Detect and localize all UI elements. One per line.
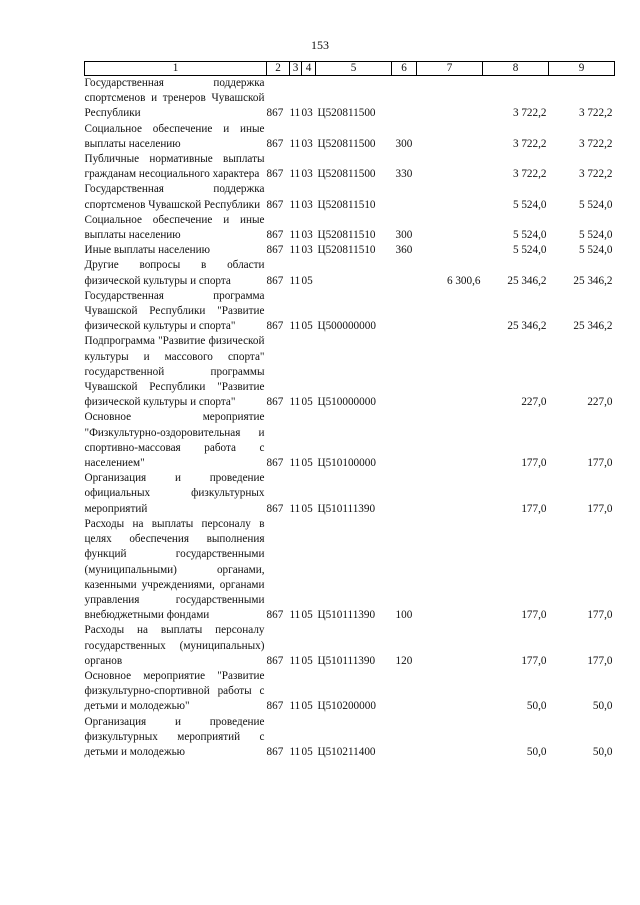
cell-c6 xyxy=(392,182,417,212)
cell-c3: 11 xyxy=(289,396,301,409)
cell-name: Государственная программа Чувашской Республики "Развитие физической культуры и спорта" xyxy=(84,289,265,333)
header-col-3: 3 xyxy=(290,62,302,76)
cell-c9: 177,0 xyxy=(587,654,613,667)
table-row xyxy=(85,76,615,122)
cell-c9: 3 722,2 xyxy=(578,168,613,181)
cell-c9: 177,0 xyxy=(587,502,613,515)
cell-c6 xyxy=(392,471,417,517)
cell-c2: 867 xyxy=(266,457,284,470)
cell-name: Расходы на выплаты персоналу государственных (муниципальных) органов xyxy=(84,624,265,667)
cell-name: Основное мероприятие "Развитие физкультурно-спортивной работы с детьми и молодежью" xyxy=(84,669,265,713)
cell-c9: 25 346,2 xyxy=(573,320,613,333)
cell-c7 xyxy=(417,76,483,122)
cell-c4: 05 xyxy=(301,502,313,515)
cell-c5: Ц520811510 xyxy=(317,198,376,211)
cell-c5: Ц500000000 xyxy=(317,320,376,333)
cell-c6 xyxy=(392,258,417,288)
cell-c7 xyxy=(417,213,483,243)
cell-c7 xyxy=(417,289,483,335)
header-col-8: 8 xyxy=(483,62,549,76)
cell-name: Подпрограмма "Развитие физической культуры и массового спорта" государственной программы Чувашской Республики "Развитие физической культуры и спорта" xyxy=(84,335,265,409)
cell-c7 xyxy=(417,410,483,471)
table-row xyxy=(85,410,615,471)
table-row xyxy=(85,182,615,212)
cell-c2: 867 xyxy=(266,654,284,667)
cell-c6: 300 xyxy=(395,229,413,242)
cell-c9: 5 524,0 xyxy=(578,229,613,242)
cell-c5: Ц520811500 xyxy=(317,168,376,181)
cell-c2: 867 xyxy=(266,229,284,242)
cell-c4: 05 xyxy=(301,320,313,333)
cell-c4: 03 xyxy=(301,244,313,257)
cell-c9: 3 722,2 xyxy=(578,137,613,150)
cell-c9: 5 524,0 xyxy=(578,198,613,211)
cell-c4: 05 xyxy=(301,700,313,713)
cell-c8: 5 524,0 xyxy=(512,229,547,242)
cell-c4: 05 xyxy=(301,457,313,470)
cell-c7 xyxy=(417,152,483,182)
cell-c3: 11 xyxy=(289,457,301,470)
cell-c8: 50,0 xyxy=(526,700,547,713)
cell-c7 xyxy=(417,122,483,152)
table-row xyxy=(85,152,615,182)
cell-c4: 05 xyxy=(301,274,313,287)
cell-c3: 11 xyxy=(289,198,301,211)
cell-c2: 867 xyxy=(266,502,284,515)
cell-c4: 03 xyxy=(301,107,313,120)
table-row xyxy=(85,517,615,623)
cell-c7 xyxy=(417,182,483,212)
table-row xyxy=(85,122,615,152)
cell-name: Основное мероприятие "Физкультурно-оздоровительная и спортивно-массовая работа с населением" xyxy=(84,411,265,470)
cell-c2: 867 xyxy=(266,396,284,409)
cell-c2: 867 xyxy=(266,609,284,622)
cell-c4: 05 xyxy=(301,745,313,758)
cell-c3: 11 xyxy=(289,229,301,242)
cell-c3: 11 xyxy=(289,137,301,150)
cell-c2: 867 xyxy=(266,745,284,758)
table-row xyxy=(85,669,615,715)
cell-c8: 3 722,2 xyxy=(512,168,547,181)
cell-c7 xyxy=(417,669,483,715)
cell-c6 xyxy=(392,76,417,122)
cell-name: Социальное обеспечение и иные выплаты населению xyxy=(84,122,265,150)
cell-c7 xyxy=(417,517,483,623)
cell-c3: 11 xyxy=(289,244,301,257)
table-row xyxy=(85,715,615,761)
cell-c3: 11 xyxy=(289,502,301,515)
cell-c3: 11 xyxy=(289,107,301,120)
header-col-9: 9 xyxy=(549,62,615,76)
table-row xyxy=(85,258,615,288)
table-row xyxy=(85,334,615,410)
cell-c5: Ц510111390 xyxy=(317,609,376,622)
cell-name: Государственная поддержка спортсменов Чувашской Республики xyxy=(84,183,265,211)
cell-c5: Ц510111390 xyxy=(317,654,376,667)
cell-c2: 867 xyxy=(266,700,284,713)
header-col-5: 5 xyxy=(316,62,392,76)
cell-c8: 25 346,2 xyxy=(507,320,547,333)
cell-c7: 6 300,6 xyxy=(446,274,481,287)
cell-c2: 867 xyxy=(266,107,284,120)
header-col-7: 7 xyxy=(417,62,483,76)
cell-name: Другие вопросы в области физической культуры и спорта xyxy=(84,259,265,287)
table-row xyxy=(85,243,615,258)
cell-c8: 3 722,2 xyxy=(512,107,547,120)
cell-c8: 177,0 xyxy=(521,654,547,667)
cell-c5: Ц520811510 xyxy=(317,244,376,257)
table-row xyxy=(85,471,615,517)
header-col-2: 2 xyxy=(267,62,290,76)
cell-name: Организация и проведение официальных физкультурных мероприятий xyxy=(84,472,265,515)
cell-name: Расходы на выплаты персоналу в целях обеспечения выполнения функций государственными (муниципальными) органами, казенными учреждениями, органами управления государственными внебюджетными фондами xyxy=(84,517,265,622)
cell-name: Публичные нормативные выплаты гражданам несоциального характера xyxy=(84,153,265,181)
table-header xyxy=(85,62,615,76)
budget-table xyxy=(84,61,615,760)
cell-c4: 03 xyxy=(301,229,313,242)
cell-c4: 05 xyxy=(301,396,313,409)
cell-c7 xyxy=(417,715,483,761)
cell-c5: Ц510100000 xyxy=(317,457,376,470)
cell-c6 xyxy=(392,334,417,410)
cell-c7 xyxy=(417,243,483,258)
cell-c6 xyxy=(392,715,417,761)
cell-c7 xyxy=(417,623,483,669)
cell-c9: 5 524,0 xyxy=(578,244,613,257)
cell-c4: 03 xyxy=(301,198,313,211)
cell-c9: 177,0 xyxy=(587,609,613,622)
cell-c2: 867 xyxy=(266,274,284,287)
header-col-4: 4 xyxy=(302,62,316,76)
page-number: 153 xyxy=(311,38,329,52)
cell-c3: 11 xyxy=(289,168,301,181)
cell-c5: Ц510211400 xyxy=(317,745,376,758)
cell-c8: 5 524,0 xyxy=(512,198,547,211)
cell-c9: 25 346,2 xyxy=(573,274,613,287)
cell-c8: 227,0 xyxy=(521,396,547,409)
cell-c6 xyxy=(392,410,417,471)
cell-c9: 50,0 xyxy=(592,745,613,758)
cell-name: Иные выплаты населению xyxy=(84,244,210,257)
cell-c8: 177,0 xyxy=(521,457,547,470)
cell-c4: 05 xyxy=(301,609,313,622)
cell-c5: Ц520811510 xyxy=(317,229,376,242)
cell-c3: 11 xyxy=(289,320,301,333)
cell-c5: Ц520811500 xyxy=(317,107,376,120)
cell-c8: 25 346,2 xyxy=(507,274,547,287)
cell-c5: Ц510111390 xyxy=(317,502,376,515)
cell-c2: 867 xyxy=(266,168,284,181)
cell-c4: 03 xyxy=(301,137,313,150)
cell-c2: 867 xyxy=(266,137,284,150)
cell-c3: 11 xyxy=(289,654,301,667)
cell-c7 xyxy=(417,334,483,410)
cell-c6: 120 xyxy=(395,654,413,667)
cell-c5: Ц510000000 xyxy=(317,396,376,409)
cell-c3: 11 xyxy=(289,700,301,713)
cell-c6: 100 xyxy=(395,609,413,622)
cell-c6: 300 xyxy=(395,137,413,150)
cell-name: Организация и проведение физкультурных мероприятий с детьми и молодежью xyxy=(84,715,265,758)
cell-name: Государственная поддержка спортсменов и тренеров Чувашской Республики xyxy=(84,77,265,120)
table-body xyxy=(85,76,615,761)
cell-c9: 177,0 xyxy=(587,457,613,470)
cell-c2: 867 xyxy=(266,320,284,333)
cell-c7 xyxy=(417,471,483,517)
cell-c6: 360 xyxy=(395,244,413,257)
table-row xyxy=(85,289,615,335)
cell-c5: Ц520811500 xyxy=(317,137,376,150)
cell-c9: 50,0 xyxy=(592,700,613,713)
cell-c6 xyxy=(392,289,417,335)
header-col-1: 1 xyxy=(85,62,267,76)
cell-c9: 3 722,2 xyxy=(578,107,613,120)
cell-c4: 05 xyxy=(301,654,313,667)
cell-c4: 03 xyxy=(301,168,313,181)
cell-c6: 330 xyxy=(395,168,413,181)
cell-c8: 3 722,2 xyxy=(512,137,547,150)
cell-c2: 867 xyxy=(266,244,284,257)
cell-c2: 867 xyxy=(266,198,284,211)
cell-c8: 177,0 xyxy=(521,502,547,515)
header-col-6: 6 xyxy=(392,62,417,76)
cell-name: Социальное обеспечение и иные выплаты населению xyxy=(84,213,265,242)
cell-c3: 11 xyxy=(289,745,301,758)
cell-c6 xyxy=(392,669,417,715)
cell-c5 xyxy=(316,258,392,288)
table-row xyxy=(85,623,615,669)
cell-c8: 5 524,0 xyxy=(512,244,547,257)
cell-c8: 50,0 xyxy=(526,745,547,758)
cell-c5: Ц510200000 xyxy=(317,700,376,713)
table-row xyxy=(85,213,615,243)
cell-c9: 227,0 xyxy=(587,396,613,409)
cell-c3: 11 xyxy=(289,609,301,622)
cell-c3: 11 xyxy=(289,274,301,287)
cell-c8: 177,0 xyxy=(521,609,547,622)
